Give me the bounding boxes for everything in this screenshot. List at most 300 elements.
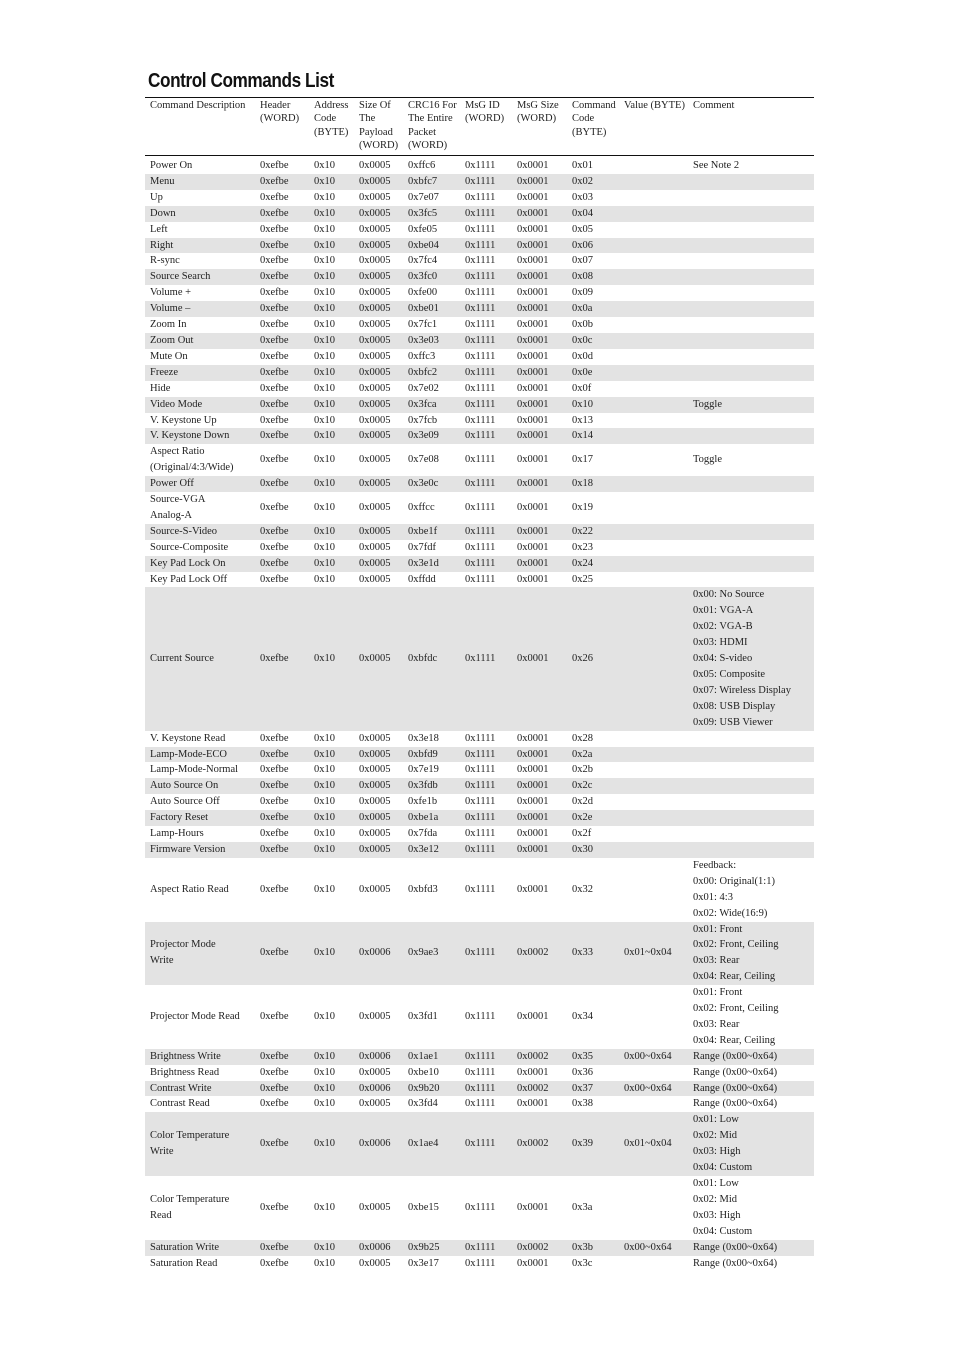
cell-address-code: 0x10 <box>314 764 335 776</box>
cell-msg-id: 0x1111 <box>460 587 512 730</box>
cell-msg-id: 0x1111 <box>460 747 512 763</box>
cell-command-description-line: Lamp-Mode-Normal <box>150 764 239 776</box>
cell-command-description-line: Color Temperature <box>150 1193 230 1205</box>
cell-crc16: 0x3e03 <box>403 333 460 349</box>
cell-command-code: 0x35 <box>567 1049 619 1065</box>
cell-comment <box>688 317 814 333</box>
cell-crc16: 0xbfdc <box>403 587 460 730</box>
cell-msg-id: 0x1111 <box>460 333 512 349</box>
cell-command-description <box>145 349 255 365</box>
cell-command-description-line: Menu <box>150 175 175 187</box>
cell-msg-id: 0x1111 <box>460 778 512 794</box>
cell-payload-size: 0x0005 <box>354 556 403 572</box>
table-row <box>145 524 814 540</box>
cell-msg-size: 0x0001 <box>512 397 567 413</box>
cell-crc16: 0x1ae4 <box>403 1112 460 1176</box>
table-row <box>145 985 814 1049</box>
cell-payload-size: 0x0005 <box>359 160 391 171</box>
cell-msg-size: 0x0001 <box>512 333 567 349</box>
cell-command-description-line: Source-Composite <box>150 541 229 553</box>
cell-msg-id: 0x1111 <box>465 796 496 808</box>
cell-crc16: 0x3e18 <box>408 732 439 744</box>
cell-msg-size: 0x0001 <box>517 223 549 235</box>
cell-command-description <box>145 428 255 444</box>
cell-comment-line: Feedback: <box>693 859 737 871</box>
cell-header: 0xefbe <box>255 397 309 413</box>
cell-comment-line: Range (0x00~0x64) <box>693 1257 778 1269</box>
cell-value <box>619 285 688 301</box>
cell-msg-id: 0x1111 <box>465 573 496 585</box>
cell-msg-id: 0x1111 <box>460 922 512 986</box>
cell-msg-id: 0x1111 <box>465 1066 496 1078</box>
cell-header: 0xefbe <box>255 1081 309 1097</box>
cell-comment-line: 0x04: Rear, Ceiling <box>693 1034 776 1046</box>
cell-command-code: 0x05 <box>572 223 593 235</box>
cell-header: 0xefbe <box>255 1240 309 1256</box>
cell-comment <box>688 762 814 778</box>
cell-comment <box>688 253 814 269</box>
cell-value <box>619 317 688 333</box>
cell-crc16: 0xbfc7 <box>403 174 460 190</box>
cell-address-code: 0x10 <box>309 587 354 730</box>
cell-crc16: 0x1ae1 <box>403 1049 460 1065</box>
cell-command-description <box>145 253 255 269</box>
cell-crc16: 0xfe05 <box>408 223 438 235</box>
cell-value <box>619 333 688 349</box>
cell-command-description <box>145 1240 255 1256</box>
cell-header: 0xefbe <box>255 269 309 285</box>
cell-crc16: 0xffc3 <box>408 350 436 362</box>
cell-msg-size: 0x0001 <box>517 350 549 362</box>
cell-value <box>619 365 688 381</box>
cell-payload-size: 0x0005 <box>354 524 403 540</box>
cell-comment-line: 0x01: Front <box>693 987 743 999</box>
cell-msg-id: 0x1111 <box>465 1010 496 1022</box>
cell-msg-id: 0x1111 <box>460 1049 512 1065</box>
cell-msg-size: 0x0001 <box>512 365 567 381</box>
cell-msg-id: 0x1111 <box>465 191 496 203</box>
cell-comment-line: 0x03: Rear <box>693 1018 740 1030</box>
table-row <box>145 413 814 429</box>
cell-header: 0xefbe <box>255 1049 309 1065</box>
cell-address-code: 0x10 <box>314 223 335 235</box>
cell-msg-size: 0x0002 <box>512 1081 567 1097</box>
cell-command-code: 0x2f <box>572 828 592 840</box>
cell-msg-id: 0x1111 <box>465 287 496 299</box>
cell-header: 0xefbe <box>260 319 289 331</box>
column-header-line: The Entire <box>408 113 453 125</box>
cell-comment <box>688 826 814 842</box>
column-header-line: Value (BYTE) <box>624 100 685 111</box>
cell-msg-id: 0x1111 <box>465 319 496 331</box>
cell-address-code: 0x10 <box>314 255 335 267</box>
cell-address-code: 0x10 <box>309 365 354 381</box>
cell-crc16: 0x7e07 <box>408 191 439 203</box>
cell-command-description-line: Auto Source On <box>150 780 219 792</box>
column-header-value <box>619 99 688 156</box>
cell-command-description <box>145 285 255 301</box>
cell-crc16: 0x3fdb <box>403 778 460 794</box>
cell-comment-line: Range (0x00~0x64) <box>693 1241 778 1253</box>
cell-payload-size: 0x0005 <box>354 301 403 317</box>
cell-command-description <box>145 826 255 842</box>
cell-command-description-line: Hide <box>150 382 171 394</box>
cell-comment-line: 0x01: Low <box>693 1114 739 1126</box>
cell-crc16: 0x7fc4 <box>408 255 438 267</box>
cell-header: 0xefbe <box>260 223 289 235</box>
table-row <box>145 826 814 842</box>
cell-header: 0xefbe <box>260 573 289 585</box>
cell-comment <box>688 794 814 810</box>
cell-address-code: 0x10 <box>309 556 354 572</box>
cell-address-code: 0x10 <box>309 524 354 540</box>
cell-command-description-line: Lamp-Mode-ECO <box>150 748 227 760</box>
cell-comment-line: Range (0x00~0x64) <box>693 1066 778 1078</box>
cell-msg-id: 0x1111 <box>460 1081 512 1097</box>
cell-command-description <box>145 1112 255 1176</box>
cell-comment <box>688 476 814 492</box>
cell-address-code: 0x10 <box>314 541 335 553</box>
cell-address-code: 0x10 <box>314 191 335 203</box>
cell-command-description <box>145 810 255 826</box>
cell-msg-id: 0x1111 <box>465 764 496 776</box>
cell-comment <box>688 206 814 222</box>
column-header-line: Packet <box>408 126 436 138</box>
cell-comment-line: 0x02: Front, Ceiling <box>693 939 779 951</box>
cell-comment <box>688 492 814 524</box>
column-header-line: Address <box>314 100 349 111</box>
column-header-line: Command Description <box>150 100 246 111</box>
cell-value <box>619 556 688 572</box>
column-header-line: CRC16 For <box>408 100 457 111</box>
cell-comment-line: 0x07: Wireless Display <box>693 684 791 696</box>
cell-command-description-line: Up <box>150 191 163 203</box>
cell-payload-size: 0x0005 <box>354 842 403 858</box>
cell-command-description-line: Brightness Read <box>150 1066 220 1078</box>
cell-command-code: 0x28 <box>572 732 593 744</box>
cell-command-description-line: (Original/4:3/Wide) <box>150 462 234 474</box>
cell-value <box>619 222 688 238</box>
table-row <box>145 156 814 174</box>
cell-value <box>619 397 688 413</box>
cell-command-code: 0x18 <box>567 476 619 492</box>
cell-address-code: 0x10 <box>314 1201 335 1213</box>
cell-crc16: 0x3fd4 <box>408 1098 438 1110</box>
cell-address-code: 0x10 <box>314 1098 335 1110</box>
cell-command-code: 0x09 <box>572 287 593 299</box>
table-row <box>145 1065 814 1081</box>
cell-payload-size: 0x0005 <box>354 747 403 763</box>
cell-command-description <box>145 206 255 222</box>
cell-command-code: 0x0a <box>567 301 619 317</box>
cell-command-code: 0x36 <box>572 1066 593 1078</box>
cell-address-code: 0x10 <box>309 269 354 285</box>
cell-command-code: 0x06 <box>567 238 619 254</box>
cell-header: 0xefbe <box>255 587 309 730</box>
cell-command-description-line: Power On <box>150 160 193 171</box>
cell-msg-id: 0x1111 <box>465 454 496 466</box>
cell-comment <box>688 778 814 794</box>
table-row <box>145 285 814 301</box>
column-header-command-description <box>145 99 255 156</box>
table-row <box>145 444 814 476</box>
cell-header: 0xefbe <box>260 255 289 267</box>
table-row <box>145 794 814 810</box>
cell-command-description-line: Projector Mode <box>150 939 216 951</box>
cell-command-code: 0x17 <box>572 454 593 466</box>
cell-msg-id: 0x1111 <box>460 238 512 254</box>
cell-msg-size: 0x0001 <box>512 747 567 763</box>
cell-command-description-line: Auto Source Off <box>150 796 220 808</box>
cell-comment-line: 0x00: No Source <box>693 589 765 601</box>
cell-command-code: 0x33 <box>567 922 619 986</box>
cell-command-description-line: Write <box>150 955 174 967</box>
cell-command-code: 0x38 <box>572 1098 593 1110</box>
cell-msg-size: 0x0001 <box>512 778 567 794</box>
cell-header: 0xefbe <box>260 287 289 299</box>
cell-crc16: 0x3e17 <box>408 1257 439 1269</box>
cell-value <box>619 731 688 747</box>
column-header-line: (WORD) <box>359 140 399 152</box>
cell-crc16: 0xbe10 <box>408 1066 439 1078</box>
cell-msg-size: 0x0001 <box>517 732 549 744</box>
cell-msg-size: 0x0001 <box>517 796 549 808</box>
cell-command-description <box>145 778 255 794</box>
cell-msg-id: 0x1111 <box>465 541 496 553</box>
cell-payload-size: 0x0005 <box>359 1066 391 1078</box>
cell-comment-line: 0x01: 4:3 <box>693 891 733 903</box>
cell-command-code: 0x2e <box>567 810 619 826</box>
cell-command-code: 0x2a <box>567 747 619 763</box>
cell-crc16: 0x9b20 <box>403 1081 460 1097</box>
cell-value <box>619 747 688 763</box>
cell-comment-line: 0x05: Composite <box>693 669 766 680</box>
cell-header: 0xefbe <box>260 414 289 426</box>
cell-msg-id: 0x1111 <box>465 1201 496 1213</box>
cell-command-description <box>145 301 255 317</box>
column-header-msg-id <box>460 99 512 156</box>
cell-command-code: 0x39 <box>567 1112 619 1176</box>
cell-command-description-line: Aspect Ratio <box>150 446 205 458</box>
table-row <box>145 1176 814 1240</box>
cell-payload-size: 0x0005 <box>354 397 403 413</box>
cell-comment <box>688 222 814 238</box>
cell-address-code: 0x10 <box>314 382 335 394</box>
cell-comment <box>688 858 814 922</box>
cell-value <box>619 858 688 922</box>
cell-comment <box>688 285 814 301</box>
cell-msg-size: 0x0002 <box>512 922 567 986</box>
cell-payload-size: 0x0005 <box>359 732 391 744</box>
column-header-line: (WORD) <box>260 113 300 125</box>
cell-address-code: 0x10 <box>314 287 335 299</box>
cell-address-code: 0x10 <box>309 397 354 413</box>
cell-crc16: 0xbe1a <box>403 810 460 826</box>
cell-command-description-line: Saturation Read <box>150 1257 218 1269</box>
cell-msg-id: 0x1111 <box>460 174 512 190</box>
cell-comment <box>688 524 814 540</box>
cell-command-description <box>145 381 255 397</box>
cell-comment-line: 0x03: High <box>693 1146 741 1158</box>
cell-comment <box>688 333 814 349</box>
cell-address-code: 0x10 <box>314 732 335 744</box>
cell-command-code: 0x32 <box>572 883 593 895</box>
cell-payload-size: 0x0005 <box>359 828 391 840</box>
cell-payload-size: 0x0005 <box>359 1010 391 1022</box>
cell-address-code: 0x10 <box>314 573 335 585</box>
cell-header: 0xefbe <box>255 842 309 858</box>
cell-address-code: 0x10 <box>309 922 354 986</box>
cell-msg-size: 0x0001 <box>517 1201 549 1213</box>
cell-msg-size: 0x0001 <box>517 1066 549 1078</box>
cell-header: 0xefbe <box>255 333 309 349</box>
cell-value <box>619 428 688 444</box>
cell-command-description <box>145 1176 255 1240</box>
cell-payload-size: 0x0005 <box>359 764 391 776</box>
column-header-line: (BYTE) <box>572 126 607 138</box>
cell-header: 0xefbe <box>260 828 289 840</box>
cell-msg-size: 0x0001 <box>512 269 567 285</box>
cell-comment <box>688 428 814 444</box>
cell-value <box>619 1065 688 1081</box>
cell-msg-id: 0x1111 <box>465 1257 496 1269</box>
cell-msg-size: 0x0001 <box>517 255 549 267</box>
cell-value <box>619 794 688 810</box>
cell-command-description <box>145 317 255 333</box>
cell-address-code: 0x10 <box>309 747 354 763</box>
cell-msg-id: 0x1111 <box>465 1098 496 1110</box>
cell-command-description <box>145 731 255 747</box>
cell-msg-size: 0x0001 <box>517 382 549 394</box>
cell-comment <box>688 1112 814 1176</box>
cell-comment-line: Range (0x00~0x64) <box>693 1082 778 1094</box>
cell-command-description <box>145 492 255 524</box>
table-row <box>145 810 814 826</box>
cell-address-code: 0x10 <box>314 883 335 895</box>
cell-crc16: 0xbe15 <box>408 1201 439 1213</box>
cell-payload-size: 0x0005 <box>354 174 403 190</box>
cell-command-code: 0x0c <box>567 333 619 349</box>
table-row <box>145 222 814 238</box>
cell-command-description-line: Aspect Ratio Read <box>150 883 229 895</box>
cell-payload-size: 0x0005 <box>354 810 403 826</box>
cell-msg-size: 0x0001 <box>517 287 549 299</box>
cell-comment <box>688 810 814 826</box>
cell-crc16: 0x7fcb <box>408 414 438 426</box>
cell-command-description <box>145 397 255 413</box>
cell-address-code: 0x10 <box>309 1049 354 1065</box>
table-row <box>145 428 814 444</box>
cell-msg-id: 0x1111 <box>460 810 512 826</box>
table-row <box>145 301 814 317</box>
cell-msg-size: 0x0001 <box>517 454 549 466</box>
cell-msg-id: 0x1111 <box>465 501 496 513</box>
cell-payload-size: 0x0005 <box>359 454 391 466</box>
cell-command-description-line: Source-VGA <box>150 494 206 506</box>
cell-header: 0xefbe <box>260 382 289 394</box>
cell-header: 0xefbe <box>260 1201 289 1213</box>
cell-command-description <box>145 269 255 285</box>
cell-header: 0xefbe <box>255 365 309 381</box>
cell-command-description <box>145 190 255 206</box>
cell-value <box>619 381 688 397</box>
cell-command-description <box>145 858 255 922</box>
column-header-line: Size Of <box>359 100 391 111</box>
cell-header: 0xefbe <box>255 810 309 826</box>
table-row <box>145 397 814 413</box>
cell-payload-size: 0x0005 <box>359 414 391 426</box>
cell-header: 0xefbe <box>260 1010 289 1022</box>
cell-address-code: 0x10 <box>309 206 354 222</box>
cell-address-code: 0x10 <box>309 301 354 317</box>
cell-command-code: 0x0b <box>572 319 593 331</box>
cell-msg-size: 0x0001 <box>517 1257 549 1269</box>
cell-command-description <box>145 1049 255 1065</box>
cell-header: 0xefbe <box>255 476 309 492</box>
cell-value: 0x01~0x04 <box>619 922 688 986</box>
cell-command-description-line: Zoom In <box>150 319 187 331</box>
cell-crc16: 0x7e19 <box>408 764 439 776</box>
cell-payload-size: 0x0005 <box>359 501 391 513</box>
cell-command-code: 0x07 <box>572 255 593 267</box>
cell-value <box>619 206 688 222</box>
cell-comment-line: 0x02: Mid <box>693 1130 738 1142</box>
cell-crc16: 0x3e0c <box>403 476 460 492</box>
cell-address-code: 0x10 <box>309 428 354 444</box>
column-header-line: (BYTE) <box>314 126 349 138</box>
cell-command-description-line: R-sync <box>150 255 180 267</box>
table-row <box>145 238 814 254</box>
cell-value <box>619 174 688 190</box>
cell-crc16: 0xffcc <box>408 501 435 513</box>
cell-payload-size: 0x0005 <box>359 796 391 808</box>
cell-command-description-line: Down <box>150 207 176 219</box>
cell-crc16: 0xbfd3 <box>408 883 438 895</box>
cell-command-description <box>145 222 255 238</box>
cell-comment <box>688 269 814 285</box>
column-header-line: (WORD) <box>517 113 557 125</box>
table-row <box>145 1240 814 1256</box>
cell-command-description <box>145 794 255 810</box>
cell-command-description-line: Source-S-Video <box>150 525 218 537</box>
cell-msg-size: 0x0001 <box>517 319 549 331</box>
cell-msg-id: 0x1111 <box>460 397 512 413</box>
cell-header: 0xefbe <box>260 764 289 776</box>
cell-command-description <box>145 1256 255 1272</box>
table-row <box>145 174 814 190</box>
cell-command-description <box>145 985 255 1049</box>
cell-payload-size: 0x0006 <box>354 1049 403 1065</box>
table-row <box>145 1049 814 1065</box>
table-header-row <box>145 99 814 156</box>
cell-header: 0xefbe <box>255 778 309 794</box>
table-row <box>145 778 814 794</box>
cell-command-description <box>145 1081 255 1097</box>
cell-msg-id: 0x1111 <box>465 414 496 426</box>
cell-comment-line: 0x09: USB Viewer <box>693 716 773 728</box>
cell-msg-id: 0x1111 <box>460 428 512 444</box>
cell-command-description-line: V. Keystone Down <box>150 430 230 442</box>
cell-payload-size: 0x0005 <box>359 319 391 331</box>
cell-value <box>619 762 688 778</box>
cell-comment-line: 0x04: Rear, Ceiling <box>693 971 776 983</box>
cell-command-description <box>145 540 255 556</box>
cell-payload-size: 0x0006 <box>354 922 403 986</box>
cell-address-code: 0x10 <box>314 350 335 362</box>
cell-msg-size: 0x0001 <box>512 301 567 317</box>
cell-comment <box>688 1176 814 1240</box>
cell-command-description-line: Projector Mode Read <box>150 1010 240 1022</box>
